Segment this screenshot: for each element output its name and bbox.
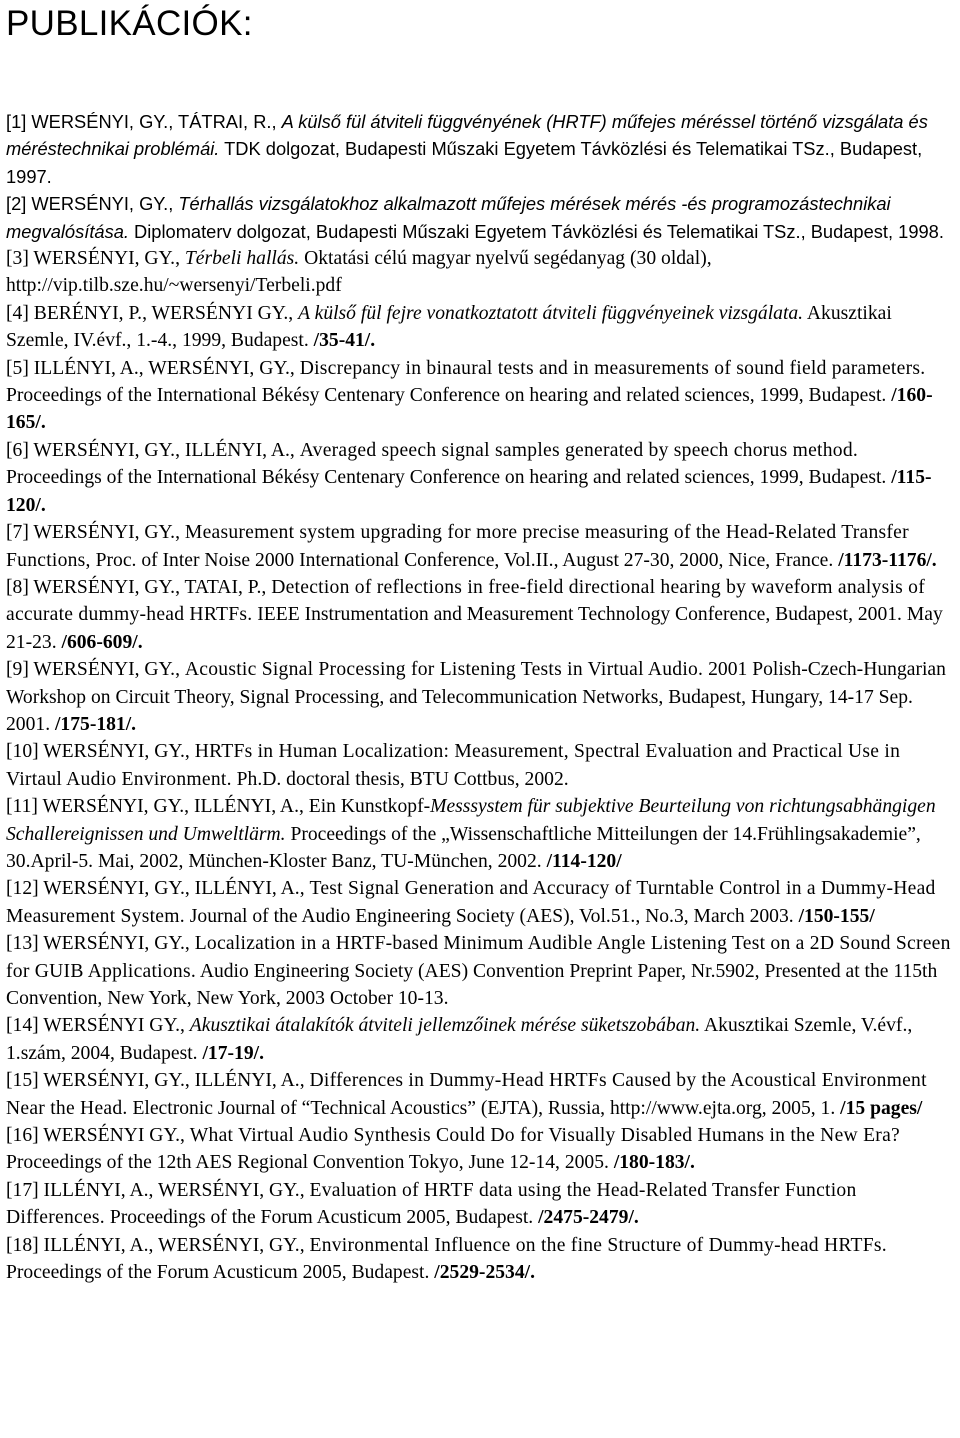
entry-text: [10] WERSÉNYI, GY., [6, 741, 195, 763]
entry-text: IEEE Instrumentation and Measurement Technology Conference, Budapest, 2001. May 21-23. [6, 604, 943, 653]
publication-entry [6, 190, 956, 245]
entry-text: [6] WERSÉNYI, GY., ILLÉNYI, A., [6, 439, 300, 461]
entry-pages: /160-165/. [6, 385, 933, 434]
entry-pages: /35-41/. [313, 330, 376, 352]
entry-title-italic: A külső fül átviteli függvényének (HRTF) műfejes méréssel történő vizsgálata és méréstechnikai problémái. [6, 111, 928, 160]
entry-text: [5] ILLÉNYI, A., WERSÉNYI, GY., [6, 357, 300, 379]
publication-entry [6, 437, 956, 519]
entry-title-italic: Térbeli hallás. [184, 248, 300, 270]
entry-title: What Virtual Audio Synthesis Could Do for Visually Disabled Humans in the New Era? [189, 1125, 900, 1147]
entry-text: [12] WERSÉNYI, GY., ILLÉNYI, A., [6, 878, 310, 900]
entry-text: Proceedings of the „Wissenschaftliche Mitteilungen der 14.Frühlingsakademie”, 30.April-5. Mai, 2002, München-Kloster Banz, TU-München, 2002. [6, 823, 921, 872]
entry-text: Audio Engineering Society (AES) Convention Preprint Paper, Nr.5902, Presented at the 115th Convention, New York, New York, 2003 October 10-13. [6, 960, 938, 1009]
entry-title: Measurement system upgrading for more precise measuring of the Head-Related Transfer Functions, [6, 522, 909, 571]
entry-title: Test Signal Generation and Accuracy of Turntable Control in a Dummy-Head Measurement System. [6, 878, 936, 927]
entry-text: Oktatási célú magyar nyelvű segédanyag (30 oldal), http://vip.tilb.sze.hu/~wersenyi/Terbeli.pdf [6, 248, 712, 297]
entry-text: [8] WERSÉNYI, GY., TATAI, P., [6, 576, 272, 598]
entry-text: Akusztikai Szemle, IV.évf., 1.-4., 1999, Budapest. [6, 302, 892, 352]
entry-pages: /150-155/ [798, 905, 875, 927]
entry-text: Diplomaterv dolgozat, Budapesti Műszaki Egyetem Távközlési és Telematikai TSz., Budapest, 1998. [128, 220, 944, 242]
entry-text: Proceedings of the International Békésy Centenary Conference on hearing and related sciences, 1999, Budapest. [6, 467, 892, 489]
publication-entry [6, 1122, 956, 1177]
entry-text: [14] WERSÉNYI GY., [6, 1015, 190, 1037]
entry-title-italic: Messsystem für subjektive Beurteilung von richtungsabhängigen Schallereignissen und Umweltlärm. [6, 796, 936, 845]
entry-text: Proceedings of the 12th AES Regional Convention Tokyo, June 12-14, 2005. [6, 1152, 614, 1174]
entry-text: [9] WERSÉNYI, GY., [6, 659, 185, 681]
publication-entry [6, 1012, 956, 1067]
entry-text: 2001 Polish-Czech-Hungarian Workshop on Circuit Theory, Signal Processing, and Telecommunication Networks, Budapest, Hungary, 14-17 Sep. 2001. [6, 659, 946, 735]
entry-text: Akusztikai Szemle, V.évf., 1.szám, 2004, Budapest. [6, 1015, 913, 1064]
publication-entry [6, 574, 956, 656]
publication-entry [6, 355, 956, 437]
entry-title-italic: Akusztikai átalakítók átviteli jellemzőinek mérése süketszobában. [189, 1015, 701, 1037]
entry-text: Journal of the Audio Engineering Society (AES), Vol.51., No.3, March 2003. [184, 905, 799, 927]
entry-text: [1] WERSÉNYI, GY., TÁTRAI, R., [6, 111, 282, 132]
publication-entry [6, 875, 956, 930]
entry-pages: /115-120/. [6, 467, 932, 516]
entry-text: [3] WERSÉNYI, GY., [6, 248, 185, 270]
entry-pages: /180-183/. [613, 1152, 695, 1174]
entry-text: Proceedings of the International Békésy Centenary Conference on hearing and related sciences, 1999, Budapest. [6, 385, 892, 407]
entry-pages: /175-181/. [54, 713, 137, 735]
entry-pages: /15 pages/ [840, 1097, 923, 1119]
entry-pages: /17-19/. [202, 1042, 264, 1064]
entry-pages: /1173-1176/. [838, 549, 937, 571]
document-page [6, 0, 956, 1286]
publication-entry [6, 738, 956, 793]
entry-text: [11] WERSÉNYI, GY., ILLÉNYI, A., Ein Kunstkopf- [6, 796, 431, 818]
entry-pages: /606-609/. [61, 631, 143, 653]
publication-list [6, 108, 956, 1286]
entry-text: [16] WERSÉNYI GY., [6, 1125, 190, 1147]
publication-entry [6, 1177, 956, 1232]
publication-entry [6, 656, 956, 738]
entry-title: Differences in Dummy-Head HRTFs Caused by the Acoustical Environment Near the Head. [6, 1070, 927, 1119]
entry-title: HRTFs in Human Localization: Measurement, Spectral Evaluation and Practical Use in Virtaul Audio Environment. [6, 741, 901, 790]
publication-entry [6, 245, 956, 300]
entry-title: Localization in a HRTF-based Minimum Audible Angle Listening Test on a 2D Sound Screen for GUIB Applications. [6, 933, 951, 982]
entry-title: Acoustic Signal Processing for Listening Tests in Virtual Audio. [184, 659, 704, 681]
entry-pages: /114-120/ [546, 850, 622, 872]
entry-title: Evaluation of HRTF data using the Head-Related Transfer Function Differences. [6, 1179, 857, 1229]
page-title: PUBLIKÁCIÓK: [6, 4, 253, 43]
entry-text: [15] WERSÉNYI, GY., ILLÉNYI, A., [6, 1070, 310, 1092]
entry-text: Proceedings of the Forum Acusticum 2005, Budapest. [104, 1207, 539, 1229]
entry-text: [13] WERSÉNYI, GY., [6, 933, 195, 955]
publication-entry [6, 1232, 956, 1287]
entry-text: Proc. of Inter Noise 2000 International Conference, Vol.II., August 27-30, 2000, Nice, France. [90, 549, 839, 571]
publication-entry [6, 793, 956, 875]
entry-text: [18] ILLÉNYI, A., WERSÉNYI, GY., [6, 1234, 310, 1256]
entry-text: TDK dolgozat, Budapesti Műszaki Egyetem Távközlési és Telematikai TSz., Budapest, 1997. [6, 138, 923, 187]
entry-title: Environmental Influence on the fine Structure of Dummy-head HRTFs. [309, 1234, 887, 1256]
entry-text: [2] WERSÉNYI, GY., [6, 193, 179, 215]
entry-title-italic: A külső fül fejre vonatkoztatott átviteli függvényeinek vizsgálata. [298, 302, 804, 324]
entry-pages: /2529-2534/. [434, 1262, 535, 1284]
entry-pages: /2475-2479/. [538, 1207, 639, 1229]
entry-text: [7] WERSÉNYI, GY., [6, 522, 185, 544]
publication-entry [6, 1067, 956, 1122]
entry-title: Discrepancy in binaural tests and in measurements of sound field parameters. [299, 357, 926, 379]
entry-title: Averaged speech signal samples generated by speech chorus method. [299, 439, 859, 461]
entry-text: Proceedings of the Forum Acusticum 2005, Budapest. [6, 1262, 435, 1284]
publication-entry [6, 930, 956, 1012]
publication-entry [6, 519, 956, 574]
entry-text: [17] ILLÉNYI, A., WERSÉNYI, GY., [6, 1179, 310, 1201]
entry-text: [4] BERÉNYI, P., WERSÉNYI GY., [6, 302, 299, 324]
entry-text: Ph.D. doctoral thesis, BTU Cottbus, 2002. [231, 768, 569, 790]
entry-title-italic: Térhallás vizsgálatokhoz alkalmazott műfejes mérések mérés -és programozástechnikai megvalósítása. [6, 193, 891, 242]
publication-entry [6, 108, 956, 190]
entry-title: Detection of reflections in free-field directional hearing by waveform analysis of accurate dummy-head HRTFs. [6, 576, 925, 626]
publication-entry [6, 300, 956, 355]
entry-text: Electronic Journal of “Technical Acoustics” (EJTA), Russia, http://www.ejta.org, 2005, 1. [127, 1097, 841, 1119]
